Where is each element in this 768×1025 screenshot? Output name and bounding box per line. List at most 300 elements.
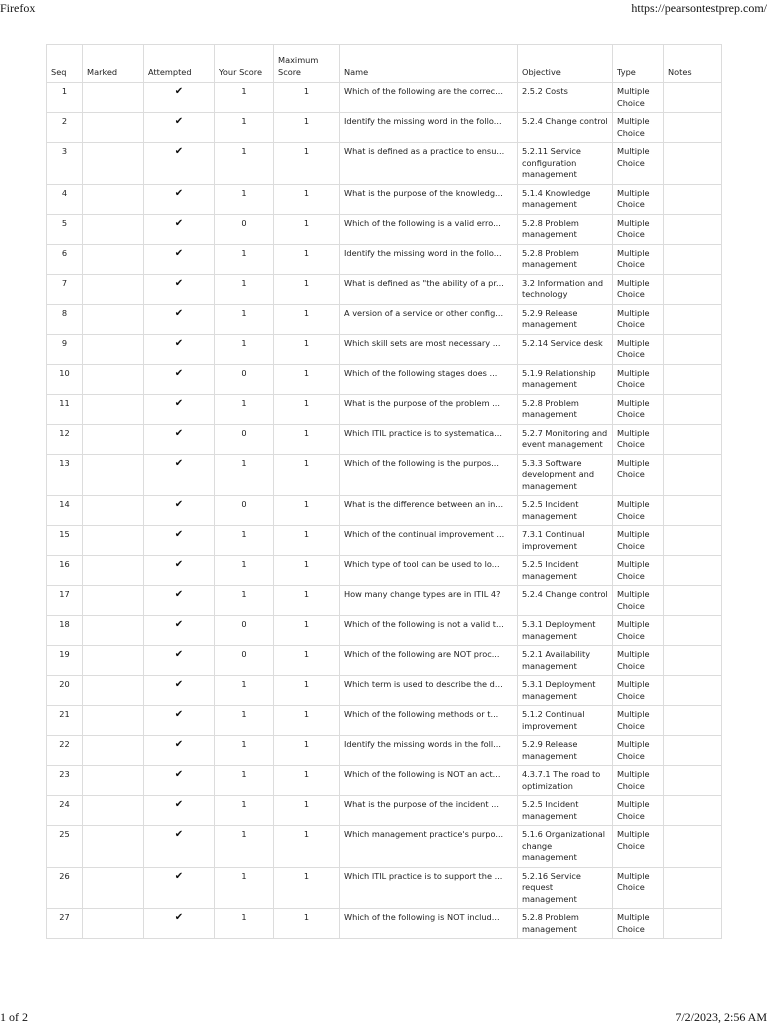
maximum-score-cell: 1 [274, 526, 340, 556]
type-cell: Multiple Choice [613, 184, 664, 214]
table-row [47, 646, 722, 676]
type-cell: Multiple Choice [613, 83, 664, 113]
attempted-cell [144, 909, 215, 939]
table-row [47, 244, 722, 274]
your-score-cell: 1 [215, 867, 274, 909]
page-url: https://pearsontestprep.com/ [631, 1, 767, 15]
seq-cell: 9 [47, 334, 83, 364]
your-score-cell: 1 [215, 334, 274, 364]
seq-cell: 20 [47, 676, 83, 706]
table-row [47, 826, 722, 868]
notes-cell [664, 867, 722, 909]
question-name-cell[interactable]: What is the purpose of the knowledg... [340, 184, 518, 214]
objective-cell: 5.2.8 Problem management [518, 909, 613, 939]
maximum-score-cell: 1 [274, 676, 340, 706]
col-header-objective: Objective [518, 45, 613, 83]
attempted-cell [144, 274, 215, 304]
your-score-cell: 1 [215, 143, 274, 185]
notes-cell [664, 394, 722, 424]
objective-cell: 5.2.5 Incident management [518, 796, 613, 826]
attempted-cell [144, 364, 215, 394]
marked-cell [83, 83, 144, 113]
marked-cell [83, 113, 144, 143]
seq-cell: 26 [47, 867, 83, 909]
table-row [47, 214, 722, 244]
objective-cell: 5.3.1 Deployment management [518, 676, 613, 706]
attempted-cell [144, 83, 215, 113]
check-icon: ✔ [174, 799, 184, 810]
seq-cell: 8 [47, 304, 83, 334]
notes-cell [664, 736, 722, 766]
marked-cell [83, 867, 144, 909]
attempted-cell [144, 143, 215, 185]
question-name-cell[interactable]: Which ITIL practice is to support the ... [340, 867, 518, 909]
marked-cell [83, 454, 144, 496]
attempted-cell [144, 244, 215, 274]
notes-cell [664, 214, 722, 244]
table-row [47, 304, 722, 334]
objective-cell: 5.2.5 Incident management [518, 496, 613, 526]
maximum-score-cell: 1 [274, 867, 340, 909]
attempted-cell [144, 454, 215, 496]
check-icon: ✔ [174, 277, 184, 289]
notes-cell [664, 83, 722, 113]
your-score-cell: 1 [215, 706, 274, 736]
check-icon: ✔ [174, 307, 184, 319]
attempted-cell [144, 424, 215, 454]
your-score-cell: 1 [215, 113, 274, 143]
seq-cell: 10 [47, 364, 83, 394]
table-row [47, 526, 722, 556]
your-score-cell: 1 [215, 909, 274, 939]
seq-cell: 7 [47, 274, 83, 304]
objective-cell: 5.2.1 Availability management [518, 646, 613, 676]
check-icon: ✔ [174, 217, 184, 229]
objective-cell: 5.2.8 Problem management [518, 214, 613, 244]
col-header-marked: Marked [83, 45, 144, 83]
attempted-cell [144, 526, 215, 556]
marked-cell [83, 274, 144, 304]
type-cell: Multiple Choice [613, 424, 664, 454]
question-name-cell[interactable]: Which of the following is the purpos... [340, 454, 518, 496]
notes-cell [664, 274, 722, 304]
attempted-cell [144, 616, 215, 646]
question-name-cell[interactable]: Which of the following is not a valid t... [340, 616, 518, 646]
check-icon: ✔ [174, 589, 184, 600]
marked-cell [83, 616, 144, 646]
notes-cell [664, 556, 722, 586]
your-score-cell: 0 [215, 646, 274, 676]
maximum-score-cell: 1 [274, 586, 340, 616]
your-score-cell: 1 [215, 394, 274, 424]
objective-cell: 7.3.1 Continual improvement [518, 526, 613, 556]
maximum-score-cell: 1 [274, 274, 340, 304]
col-header-attempted: Attempted [144, 45, 215, 83]
notes-cell [664, 646, 722, 676]
question-name-cell[interactable]: What is the purpose of the problem ... [340, 394, 518, 424]
attempted-cell [144, 766, 215, 796]
type-cell: Multiple Choice [613, 113, 664, 143]
question-name-cell[interactable]: Which of the continual improvement ... [340, 526, 518, 556]
seq-cell: 18 [47, 616, 83, 646]
check-icon: ✔ [174, 457, 184, 469]
marked-cell [83, 424, 144, 454]
attempted-cell [144, 496, 215, 526]
table-row [47, 586, 722, 616]
question-name-cell[interactable]: How many change types are in ITIL 4? [340, 586, 518, 616]
check-icon: ✔ [174, 829, 184, 840]
your-score-cell: 0 [215, 364, 274, 394]
seq-cell: 2 [47, 113, 83, 143]
type-cell: Multiple Choice [613, 796, 664, 826]
attempted-cell [144, 214, 215, 244]
table-row [47, 796, 722, 826]
seq-cell: 4 [47, 184, 83, 214]
question-name-cell[interactable]: Which type of tool can be used to lo... [340, 556, 518, 586]
question-name-cell[interactable]: Which skill sets are most necessary ... [340, 334, 518, 364]
seq-cell: 11 [47, 394, 83, 424]
maximum-score-cell: 1 [274, 143, 340, 185]
marked-cell [83, 526, 144, 556]
type-cell: Multiple Choice [613, 706, 664, 736]
seq-cell: 1 [47, 83, 83, 113]
table-row [47, 496, 722, 526]
type-cell: Multiple Choice [613, 364, 664, 394]
objective-cell: 2.5.2 Costs [518, 83, 613, 113]
your-score-cell: 0 [215, 424, 274, 454]
seq-cell: 23 [47, 766, 83, 796]
col-header-maximum-score: Maximum Score [274, 45, 340, 83]
question-name-cell[interactable]: Which of the following methods or t... [340, 706, 518, 736]
type-cell: Multiple Choice [613, 454, 664, 496]
type-cell: Multiple Choice [613, 676, 664, 706]
seq-cell: 16 [47, 556, 83, 586]
question-name-cell[interactable]: Which term is used to describe the d... [340, 676, 518, 706]
attempted-cell [144, 796, 215, 826]
question-name-cell[interactable]: Which of the following is NOT an act... [340, 766, 518, 796]
table-row [47, 184, 722, 214]
question-name-cell[interactable]: Identify the missing words in the foll... [340, 736, 518, 766]
attempted-cell [144, 556, 215, 586]
attempted-cell [144, 586, 215, 616]
table-row [47, 736, 722, 766]
table-row [47, 454, 722, 496]
table-row [47, 706, 722, 736]
attempted-cell [144, 676, 215, 706]
table-row [47, 766, 722, 796]
table-body [47, 83, 722, 939]
attempted-cell [144, 646, 215, 676]
objective-cell: 5.2.7 Monitoring and event management [518, 424, 613, 454]
objective-cell: 5.2.11 Service configuration management [518, 143, 613, 185]
check-icon: ✔ [174, 559, 184, 570]
check-icon: ✔ [174, 146, 184, 157]
notes-cell [664, 113, 722, 143]
maximum-score-cell: 1 [274, 454, 340, 496]
objective-cell: 5.2.5 Incident management [518, 556, 613, 586]
table-row [47, 909, 722, 939]
maximum-score-cell: 1 [274, 736, 340, 766]
marked-cell [83, 364, 144, 394]
question-name-cell[interactable]: Which of the following is NOT includ... [340, 909, 518, 939]
maximum-score-cell: 1 [274, 214, 340, 244]
type-cell: Multiple Choice [613, 646, 664, 676]
check-icon: ✔ [174, 187, 184, 199]
table-row [47, 867, 722, 909]
col-header-seq: Seq [47, 45, 83, 83]
maximum-score-cell: 1 [274, 796, 340, 826]
maximum-score-cell: 1 [274, 244, 340, 274]
objective-cell: 5.2.14 Service desk [518, 334, 613, 364]
browser-name: Firefox [0, 1, 36, 15]
marked-cell [83, 334, 144, 364]
your-score-cell: 1 [215, 796, 274, 826]
notes-cell [664, 796, 722, 826]
your-score-cell: 1 [215, 454, 274, 496]
maximum-score-cell: 1 [274, 364, 340, 394]
maximum-score-cell: 1 [274, 556, 340, 586]
notes-cell [664, 676, 722, 706]
check-icon: ✔ [174, 529, 184, 540]
your-score-cell: 1 [215, 304, 274, 334]
marked-cell [83, 143, 144, 185]
table-row [47, 334, 722, 364]
objective-cell: 5.2.4 Change control [518, 113, 613, 143]
your-score-cell: 1 [215, 766, 274, 796]
maximum-score-cell: 1 [274, 826, 340, 868]
attempted-cell [144, 184, 215, 214]
attempted-cell [144, 394, 215, 424]
maximum-score-cell: 1 [274, 184, 340, 214]
notes-cell [664, 304, 722, 334]
check-icon: ✔ [174, 709, 184, 720]
marked-cell [83, 706, 144, 736]
type-cell: Multiple Choice [613, 304, 664, 334]
your-score-cell: 1 [215, 83, 274, 113]
notes-cell [664, 244, 722, 274]
notes-cell [664, 143, 722, 185]
objective-cell: 5.1.6 Organizational change management [518, 826, 613, 868]
attempted-cell [144, 826, 215, 868]
marked-cell [83, 676, 144, 706]
maximum-score-cell: 1 [274, 496, 340, 526]
your-score-cell: 1 [215, 556, 274, 586]
your-score-cell: 0 [215, 616, 274, 646]
question-name-cell[interactable]: What is the difference between an in... [340, 496, 518, 526]
your-score-cell: 1 [215, 526, 274, 556]
type-cell: Multiple Choice [613, 274, 664, 304]
maximum-score-cell: 1 [274, 394, 340, 424]
seq-cell: 19 [47, 646, 83, 676]
marked-cell [83, 214, 144, 244]
page-count: 1 of 2 [0, 1010, 28, 1024]
notes-cell [664, 184, 722, 214]
col-header-type: Type [613, 45, 664, 83]
objective-cell: 4.3.7.1 The road to optimization [518, 766, 613, 796]
question-name-cell[interactable]: Which of the following are the correc... [340, 83, 518, 113]
check-icon: ✔ [174, 116, 184, 127]
your-score-cell: 1 [215, 244, 274, 274]
notes-cell [664, 364, 722, 394]
seq-cell: 17 [47, 586, 83, 616]
type-cell: Multiple Choice [613, 909, 664, 939]
maximum-score-cell: 1 [274, 83, 340, 113]
seq-cell: 25 [47, 826, 83, 868]
question-name-cell[interactable]: Which management practice's purpo... [340, 826, 518, 868]
objective-cell: 5.2.8 Problem management [518, 394, 613, 424]
objective-cell: 5.3.3 Software development and management [518, 454, 613, 496]
seq-cell: 27 [47, 909, 83, 939]
objective-cell: 5.2.8 Problem management [518, 244, 613, 274]
question-name-cell[interactable]: Identify the missing word in the follo... [340, 244, 518, 274]
your-score-cell: 1 [215, 184, 274, 214]
check-icon: ✔ [174, 247, 184, 259]
table-header-row [47, 45, 722, 83]
col-header-your-score: Your Score [215, 45, 274, 83]
type-cell: Multiple Choice [613, 526, 664, 556]
table-row [47, 83, 722, 113]
table-row [47, 676, 722, 706]
print-timestamp: 7/2/2023, 2:56 AM [675, 1010, 767, 1024]
table-row [47, 556, 722, 586]
notes-cell [664, 526, 722, 556]
seq-cell: 6 [47, 244, 83, 274]
attempted-cell [144, 113, 215, 143]
type-cell: Multiple Choice [613, 214, 664, 244]
attempted-cell [144, 867, 215, 909]
your-score-cell: 1 [215, 676, 274, 706]
marked-cell [83, 909, 144, 939]
check-icon: ✔ [174, 337, 184, 349]
your-score-cell: 1 [215, 274, 274, 304]
your-score-cell: 0 [215, 214, 274, 244]
marked-cell [83, 496, 144, 526]
table-row [47, 424, 722, 454]
maximum-score-cell: 1 [274, 113, 340, 143]
type-cell: Multiple Choice [613, 736, 664, 766]
type-cell: Multiple Choice [613, 244, 664, 274]
notes-cell [664, 496, 722, 526]
results-table [46, 44, 722, 939]
type-cell: Multiple Choice [613, 867, 664, 909]
attempted-cell [144, 706, 215, 736]
check-icon: ✔ [174, 912, 184, 923]
question-name-cell[interactable]: Identify the missing word in the follo... [340, 113, 518, 143]
your-score-cell: 1 [215, 826, 274, 868]
check-icon: ✔ [174, 499, 184, 510]
table-row [47, 394, 722, 424]
question-name-cell[interactable]: Which of the following are NOT proc... [340, 646, 518, 676]
marked-cell [83, 826, 144, 868]
objective-cell: 3.2 Information and technology [518, 274, 613, 304]
notes-cell [664, 334, 722, 364]
check-icon: ✔ [174, 679, 184, 690]
type-cell: Multiple Choice [613, 586, 664, 616]
maximum-score-cell: 1 [274, 909, 340, 939]
col-header-name: Name [340, 45, 518, 83]
attempted-cell [144, 304, 215, 334]
type-cell: Multiple Choice [613, 616, 664, 646]
your-score-cell: 0 [215, 496, 274, 526]
question-name-cell[interactable]: What is defined as "the ability of a pr... [340, 274, 518, 304]
objective-cell: 5.1.4 Knowledge management [518, 184, 613, 214]
marked-cell [83, 184, 144, 214]
check-icon: ✔ [174, 739, 184, 750]
objective-cell: 5.2.16 Service request management [518, 867, 613, 909]
check-icon: ✔ [174, 86, 184, 97]
table-row [47, 616, 722, 646]
seq-cell: 3 [47, 143, 83, 185]
question-name-cell[interactable]: Which of the following stages does ... [340, 364, 518, 394]
table-row [47, 113, 722, 143]
check-icon: ✔ [174, 870, 184, 882]
check-icon: ✔ [174, 649, 184, 660]
notes-cell [664, 826, 722, 868]
objective-cell: 5.2.9 Release management [518, 304, 613, 334]
seq-cell: 22 [47, 736, 83, 766]
notes-cell [664, 454, 722, 496]
objective-cell: 5.2.4 Change control [518, 586, 613, 616]
attempted-cell [144, 334, 215, 364]
type-cell: Multiple Choice [613, 394, 664, 424]
col-header-notes: Notes [664, 45, 722, 83]
type-cell: Multiple Choice [613, 826, 664, 868]
question-name-cell[interactable]: A version of a service or other config... [340, 304, 518, 334]
objective-cell: 5.1.2 Continual improvement [518, 706, 613, 736]
notes-cell [664, 706, 722, 736]
maximum-score-cell: 1 [274, 766, 340, 796]
your-score-cell: 1 [215, 736, 274, 766]
marked-cell [83, 796, 144, 826]
marked-cell [83, 244, 144, 274]
objective-cell: 5.2.9 Release management [518, 736, 613, 766]
question-name-cell[interactable]: What is defined as a practice to ensu... [340, 143, 518, 185]
seq-cell: 5 [47, 214, 83, 244]
seq-cell: 13 [47, 454, 83, 496]
notes-cell [664, 616, 722, 646]
maximum-score-cell: 1 [274, 646, 340, 676]
attempted-cell [144, 736, 215, 766]
check-icon: ✔ [174, 397, 184, 409]
table-row [47, 364, 722, 394]
check-icon: ✔ [174, 619, 184, 630]
marked-cell [83, 556, 144, 586]
check-icon: ✔ [174, 427, 184, 439]
your-score-cell: 1 [215, 586, 274, 616]
maximum-score-cell: 1 [274, 304, 340, 334]
seq-cell: 12 [47, 424, 83, 454]
question-name-cell[interactable]: Which ITIL practice is to systematica... [340, 424, 518, 454]
check-icon: ✔ [174, 769, 184, 780]
maximum-score-cell: 1 [274, 424, 340, 454]
type-cell: Multiple Choice [613, 143, 664, 185]
marked-cell [83, 586, 144, 616]
type-cell: Multiple Choice [613, 496, 664, 526]
marked-cell [83, 394, 144, 424]
table-row [47, 143, 722, 185]
question-name-cell[interactable]: What is the purpose of the incident ... [340, 796, 518, 826]
type-cell: Multiple Choice [613, 556, 664, 586]
seq-cell: 21 [47, 706, 83, 736]
seq-cell: 15 [47, 526, 83, 556]
table-row [47, 274, 722, 304]
notes-cell [664, 766, 722, 796]
seq-cell: 24 [47, 796, 83, 826]
seq-cell: 14 [47, 496, 83, 526]
question-name-cell[interactable]: Which of the following is a valid erro... [340, 214, 518, 244]
marked-cell [83, 736, 144, 766]
objective-cell: 5.1.9 Relationship management [518, 364, 613, 394]
